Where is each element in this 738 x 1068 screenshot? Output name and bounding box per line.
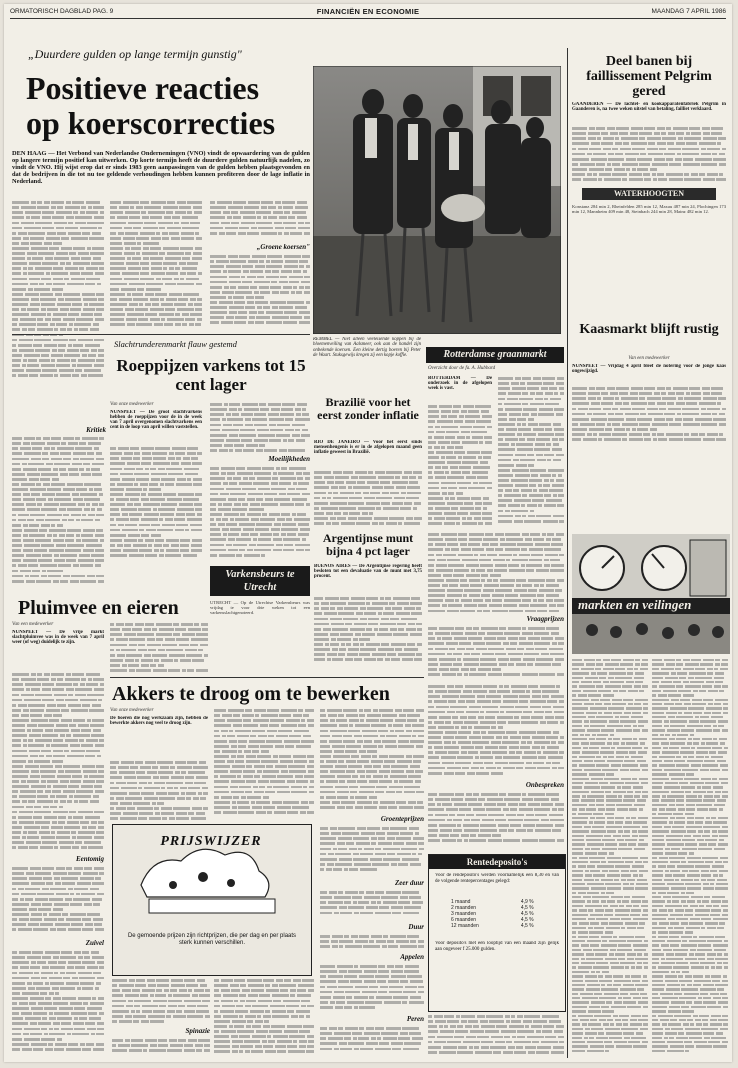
lead-column-3b <box>210 254 310 328</box>
graan-column-4 <box>428 626 564 682</box>
rente-label: Rentedeposito's <box>429 855 565 869</box>
graan-intro: ROTTERDAM — De onderzoek in de afgelopen week is vast. <box>428 376 492 392</box>
groente-body-1 <box>320 826 424 876</box>
pelgrim-intro: GAANDEREN — De lachtel- en kookapparatenfabriek Pelgrim in Gaanderen is, na twee weken uitstel van betaling, failliet verklaard. <box>572 102 726 113</box>
lead-subhead-groene: „Groene koersen" <box>256 243 310 251</box>
markt-table-1 <box>572 658 648 1056</box>
subhead-groenteprijzen: Groenteprijzen <box>380 815 424 823</box>
divider-varkens <box>12 334 310 335</box>
rente-term: 12 maanden <box>451 923 479 929</box>
graan-byline: Overzicht door de fa. A. Hubbard <box>428 366 496 371</box>
varkens-headline: Roeppijzen varkens tot 15 cent lager <box>116 356 306 394</box>
graan-column-1 <box>428 404 492 530</box>
waterhoogten-banner: WATERHOOGTEN <box>582 188 716 200</box>
varkens-column-2a <box>210 402 310 454</box>
akkers-byline: Van onze medewerker <box>110 708 154 713</box>
groente-body-3 <box>320 934 424 950</box>
prijswijzer-text: De gemoende prijzen zijn richtprijzen, die per dag en per plaats sterk kunnen verschillen. <box>127 933 297 946</box>
akkers-column-5 <box>214 978 314 1058</box>
pluimvee-intro: NUNSPEET — De vrije markt slachtpluimvee was in de week van 7 april weer (of weg) duidelijk te zijn. <box>12 630 104 646</box>
akkers-column-3 <box>320 708 424 812</box>
masthead <box>10 6 726 19</box>
varkens-intro: NUNSPEET — De groot slachtvarkens hebben de roeppijzen voor de in de week van 7 april overgenomen slachtvarkens een cent in de loop van april willen vaststellen. <box>110 410 202 431</box>
spinazie-body <box>112 1038 210 1058</box>
brazil-body <box>314 470 422 528</box>
zuivel-body <box>12 950 104 1056</box>
masthead-paper: ORMATORISCH DAGBLAD PAG. 9 <box>10 8 114 15</box>
rente-row <box>449 923 536 929</box>
groente-body-2 <box>320 890 424 920</box>
rente-box <box>428 854 566 1012</box>
lead-subhead-kritiek: Kritiek <box>86 426 106 434</box>
varkens-column-1 <box>110 446 202 562</box>
rente-after <box>428 1014 564 1058</box>
varkens-column-2b <box>210 466 310 562</box>
rente-outro: Voor deposito's met een looptijd van één maand zijn gelijk aan ongeveer f 25.000 gulden. <box>435 941 559 952</box>
pluimvee-column-2 <box>110 622 208 674</box>
argentina-intro: BUENOS AIRES — De Argentijnse regering heeft besloten tot een devaluatie van de munt met 3,75 procent. <box>314 564 422 580</box>
varkens-byline: Van onze medewerker <box>110 402 154 407</box>
lead-column-1 <box>12 200 104 380</box>
subhead-eentomig: Eentomig <box>75 855 104 863</box>
rente-rate: 4,9 % <box>520 899 534 905</box>
eentomig-body <box>12 866 104 936</box>
pelgrim-headline: Deel banen bij faillissement Pelgrim gered <box>586 54 712 99</box>
akkers-intro: De boeren die nog werkzaam zijn, hebben de bewerkte akkers nog veel te droog zijn. <box>110 716 208 727</box>
subhead-zeer-duur: Zeer duur <box>395 879 424 887</box>
markten-graphic <box>572 534 730 654</box>
waterhoogten-text: Konstanz 284 min 2, Rheinfelden 285 min 12, Maxau 487 min 24, Plochingen 173 min 12, Mannheim 409 min 48, Steinbach 244 min 28, Mainz 482 min 12. <box>572 204 726 215</box>
kaas-headline: Kaasmarkt blijft rustig <box>579 322 719 337</box>
akkers-headline: Akkers te droog om te bewerken <box>112 683 390 705</box>
lead-headline-1: Positieve reacties <box>26 70 260 106</box>
rente-term: 2 maanden <box>451 905 477 911</box>
divider-akkers <box>110 677 424 678</box>
subhead-spinazie: Spinazie <box>185 1027 210 1035</box>
masthead-date: MAANDAG 7 APRIL 1986 <box>651 8 726 15</box>
graan-subhead-vraag: Vraagprijzen <box>526 615 564 623</box>
subhead-peren: Peren <box>406 1015 424 1023</box>
graan-column-2 <box>498 376 564 526</box>
masthead-section: FINANCIËN EN ECONOMIE <box>316 7 420 16</box>
prijswijzer-box <box>112 824 312 976</box>
news-photo-illustration <box>313 66 561 334</box>
graan-subhead-onbespreken: Onbespreken <box>525 781 564 789</box>
rente-rate: 4,5 % <box>520 905 534 911</box>
pluimvee-headline: Pluimvee en eieren <box>18 597 179 619</box>
column-divider <box>567 48 568 1058</box>
lead-intro: DEN HAAG — Het Verbond van Nederlandse Ondernemingen (VNO) vindt de opwaardering van de gulden op langere termijn positief kan uitwerken. Op korte termijn heeft de duurdere gulden natuurlijk nadelen, zo vindt de VNO. Hij wijst erop dat er sinds 1983 geen aanpassingen van de gulden hebben plaatsgevonden en dat de bedrijven in die tot nu toe geldende verhoudingen hebben kunnen profiteren door de lage inflatie in Nederland. <box>12 150 310 185</box>
argentina-body <box>314 596 422 666</box>
rente-intro: Voor de rendeposito's werden voornamelijk een 8,30 en van de volgende rentepercentages gelegd: <box>435 873 559 884</box>
pelgrim-body <box>572 126 726 184</box>
photo-caption: REMMEL — Niet alleen veeleisende koppen bij de bloemenveiling van Aalsmeer, ook aan de handel zijn onbekende koersen. Een kleine dertig boeren bij Peter de Waart. Stuksgewijs kregen zij een kopje koffie. <box>313 337 421 359</box>
rente-table <box>449 899 536 929</box>
graan-column-3 <box>428 532 564 614</box>
varkens-subhead: Moeilijkheden <box>268 455 310 463</box>
rente-rate: 4,5 % <box>520 923 534 929</box>
utrecht-banner: Varkensbeurs te Utrecht <box>210 566 310 596</box>
markten-illustration <box>572 534 730 654</box>
rente-rate: 4,5 % <box>520 911 534 917</box>
graanmarkt-banner: Rotterdamse graanmarkt <box>426 347 564 363</box>
lead-headline-2: op koerscorrecties <box>26 105 276 141</box>
markten-label: markten en veilingen <box>578 597 692 612</box>
prijswijzer-label: PRIJSWIJZER <box>160 834 262 849</box>
pluimvee-column-1 <box>12 672 104 852</box>
akkers-column-1 <box>110 760 208 824</box>
groente-body-5 <box>320 1026 424 1056</box>
akkers-column-2 <box>214 708 314 820</box>
rente-term: 3 maanden <box>451 911 477 917</box>
markt-table-2 <box>652 658 728 1056</box>
varkens-kicker: Slachtrunderenmarkt flauw gestemd <box>114 339 237 349</box>
kaas-intro: NUNSPEET — Vrijdag 4 april bleef de notering voor de jonge kaas ongewijzigd. <box>572 364 726 375</box>
subhead-zuivel: Zuivel <box>85 939 104 947</box>
brazil-intro: RIO DE JANEIRO — Voor het eerst sinds mensenheugenis is er in de afgelopen maand geen inflatie geweest in Brazilië. <box>314 440 422 456</box>
lead-kicker: „Duurdere gulden op lange termijn gunstig" <box>28 47 242 61</box>
argentina-headline: Argentijnse munt bijna 4 pct lager <box>322 531 414 558</box>
pluimvee-byline: Van een medewerker <box>12 622 54 627</box>
kaas-byline: Van een medewerker <box>628 356 670 361</box>
akkers-column-4 <box>112 978 210 1024</box>
groente-body-4 <box>320 964 424 1012</box>
newspaper-page <box>4 4 732 1062</box>
rente-term: 1 maand <box>451 899 471 905</box>
kaas-body <box>572 386 726 444</box>
rente-term: 6 maanden <box>451 917 477 923</box>
subhead-duur: Duur <box>408 923 424 931</box>
utrecht-text: UTRECHT — Op de Utrechtse Varkensbeurs was vrijdag te voor drie weken tot een varkensslachtgenoteerd. <box>210 600 310 616</box>
news-photo <box>313 66 561 334</box>
rente-rate: 4,5 % <box>520 917 534 923</box>
lead-column-2 <box>110 200 202 328</box>
graan-column-6 <box>428 792 564 848</box>
brazil-headline: Brazilië voor het eerst zonder inflatie <box>317 395 419 422</box>
subhead-appelen: Appelen <box>400 953 424 961</box>
lead-column-3a <box>210 200 310 240</box>
lead-column-1b <box>12 436 104 588</box>
graan-column-5 <box>428 684 564 778</box>
